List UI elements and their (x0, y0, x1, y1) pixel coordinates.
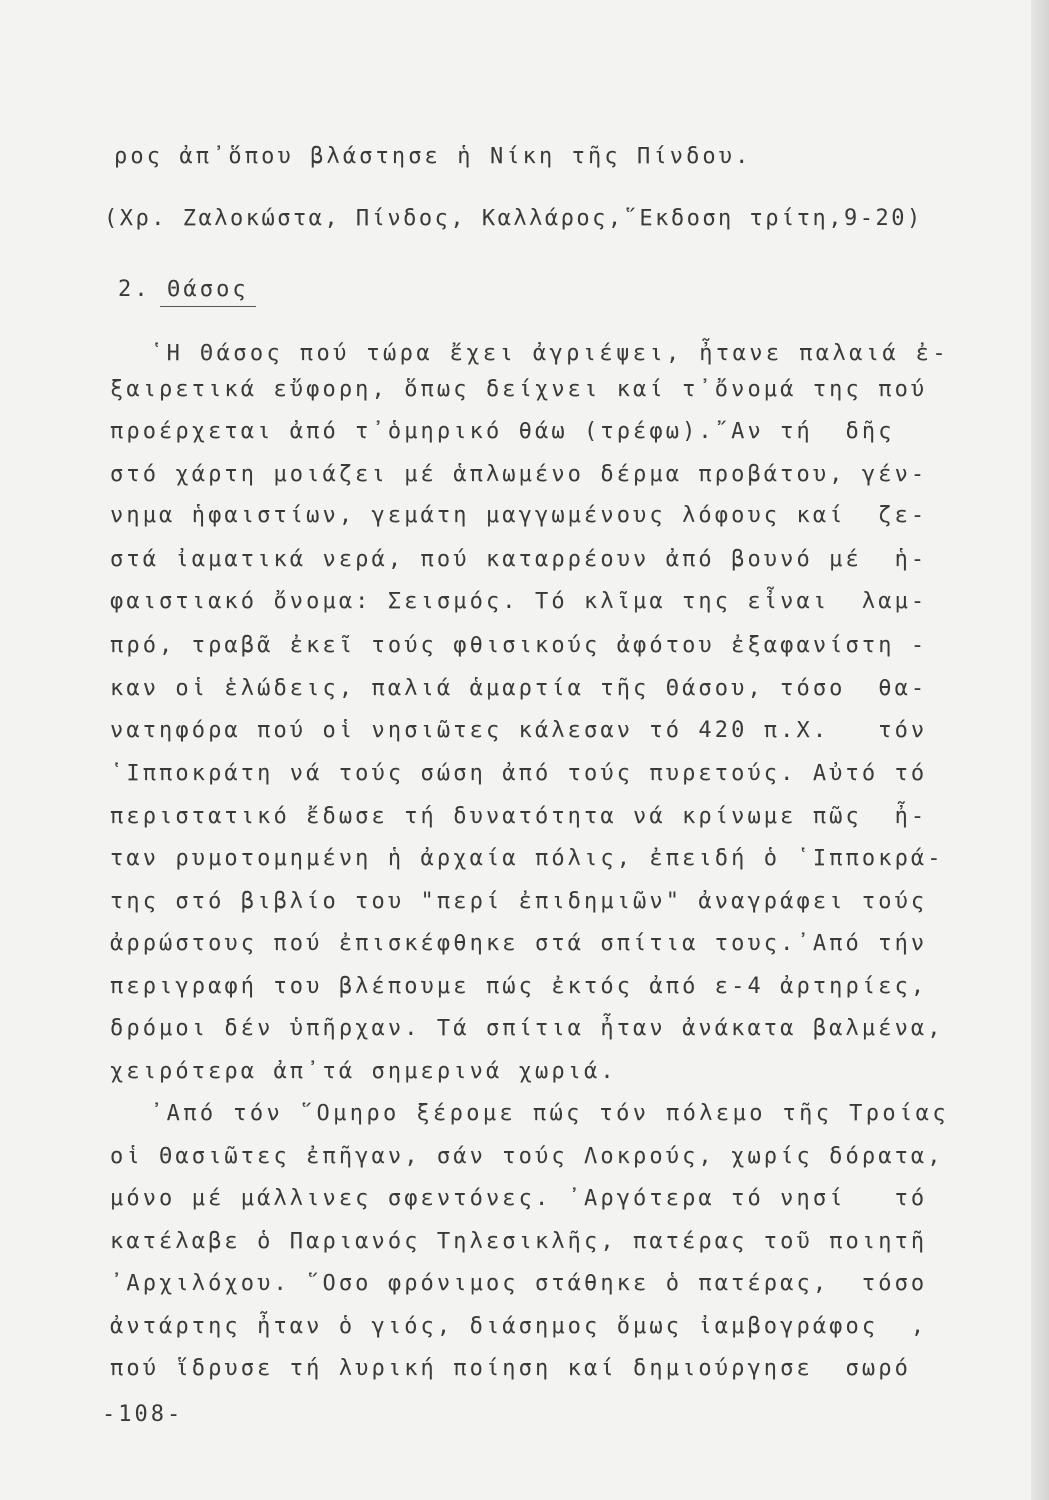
text-line: φαιστιακό ὄνομα: Σεισμός. Τό κλῖμα της εἶναι λαμ- (110, 589, 928, 614)
text-line: ᾽Αρχιλόχου. ῞Οσο φρόνιμος στάθηκε ὁ πατέρας, τόσο (110, 1271, 928, 1296)
text-line: νατηφόρα πού οἱ νησιῶτες κάλεσαν τό 420 π.Χ. τόν (110, 718, 928, 743)
text-line: χειρότερα ἀπ᾽τά σημερινά χωριά. (110, 1059, 617, 1084)
text-line: της στό βιβλίο του "περί ἐπιδημιῶν" ἀναγράφει τούς (110, 889, 928, 914)
citation-line: (Χρ. Ζαλοκώστα, Πίνδος, Καλλάρος,῞Εκδοση τρίτη,9-20) (104, 206, 923, 231)
text-line: νημα ἡφαιστίων, γεμάτη μαγγωμένους λόφους καί ζε- (110, 503, 928, 528)
text-line: ρος ἀπ᾽ὅπου βλάστησε ἡ Νίκη τῆς Πίνδου. (114, 144, 752, 169)
text-line: ᾽Από τόν ῞Ομηρο ξέρομε πώς τόν πόλεμο τῆς Τροίας (150, 1101, 949, 1126)
text-line: ἀρρώστους πού ἐπισκέφθηκε στά σπίτια τους.᾽Από τήν (110, 931, 928, 956)
text-line: ξαιρετικά εὔφορη, ὅπως δείχνει καί τ᾽ὄνομά της πού (110, 377, 928, 402)
text-line: ταν ρυμοτομημένη ἡ ἀρχαία πόλις, ἐπειδή ὁ ῾Ιπποκρά- (110, 846, 944, 871)
text-line: πού ἵδρυσε τή λυρική ποίηση καί δημιούργησε σωρό (110, 1356, 911, 1381)
section-heading: 2. Θάσος (118, 277, 249, 302)
text-line: ῾Ιπποκράτη νά τούς σώση ἀπό τούς πυρετούς. Αὐτό τό (110, 761, 928, 786)
text-line: καν οἱ ἑλώδεις, παλιά ἁμαρτία τῆς Θάσου, τόσο θα- (110, 676, 928, 701)
page-number: -108- (102, 1402, 184, 1427)
text-line: κατέλαβε ὁ Παριανός Τηλεσικλῆς, πατέρας τοῦ ποιητῆ (110, 1229, 928, 1254)
text-line: ἀντάρτης ἦταν ὁ γιός, διάσημος ὅμως ἰαμβογράφος , (110, 1314, 928, 1339)
text-line: οἱ Θασιῶτες ἐπῆγαν, σάν τούς Λοκρούς, χωρίς δόρατα, (110, 1144, 944, 1169)
page-edge-shadow (1031, 0, 1049, 1500)
text-line: στά ἰαματικά νερά, πού καταρρέουν ἀπό βουνό μέ ἡ- (110, 547, 928, 572)
text-line: περιστατικό ἔδωσε τή δυνατότητα νά κρίνωμε πῶς ἦ- (110, 804, 928, 829)
text-line: περιγραφή του βλέπουμε πώς ἐκτός ἀπό ε-4 ἀρτηρίες, (110, 974, 928, 999)
heading-underline (160, 306, 256, 307)
text-line: μόνο μέ μάλλινες σφεντόνες. ᾽Αργότερα τό νησί τό (110, 1186, 928, 1211)
text-line: ῾Η Θάσος πού τώρα ἔχει ἀγριέψει, ἦτανε παλαιά ἐ- (150, 341, 949, 366)
text-line: πρό, τραβᾶ ἐκεῖ τούς φθισικούς ἀφότου ἐξαφανίστη - (110, 633, 928, 658)
text-line: στό χάρτη μοιάζει μέ ἁπλωμένο δέρμα προβάτου, γέν- (110, 462, 928, 487)
text-line: δρόμοι δέν ὑπῆρχαν. Τά σπίτια ἦταν ἀνάκατα βαλμένα, (110, 1016, 944, 1041)
text-line: προέρχεται ἀπό τ᾽ὁμηρικό θάω (τρέφω).῎Αν τή δῆς (110, 419, 895, 444)
